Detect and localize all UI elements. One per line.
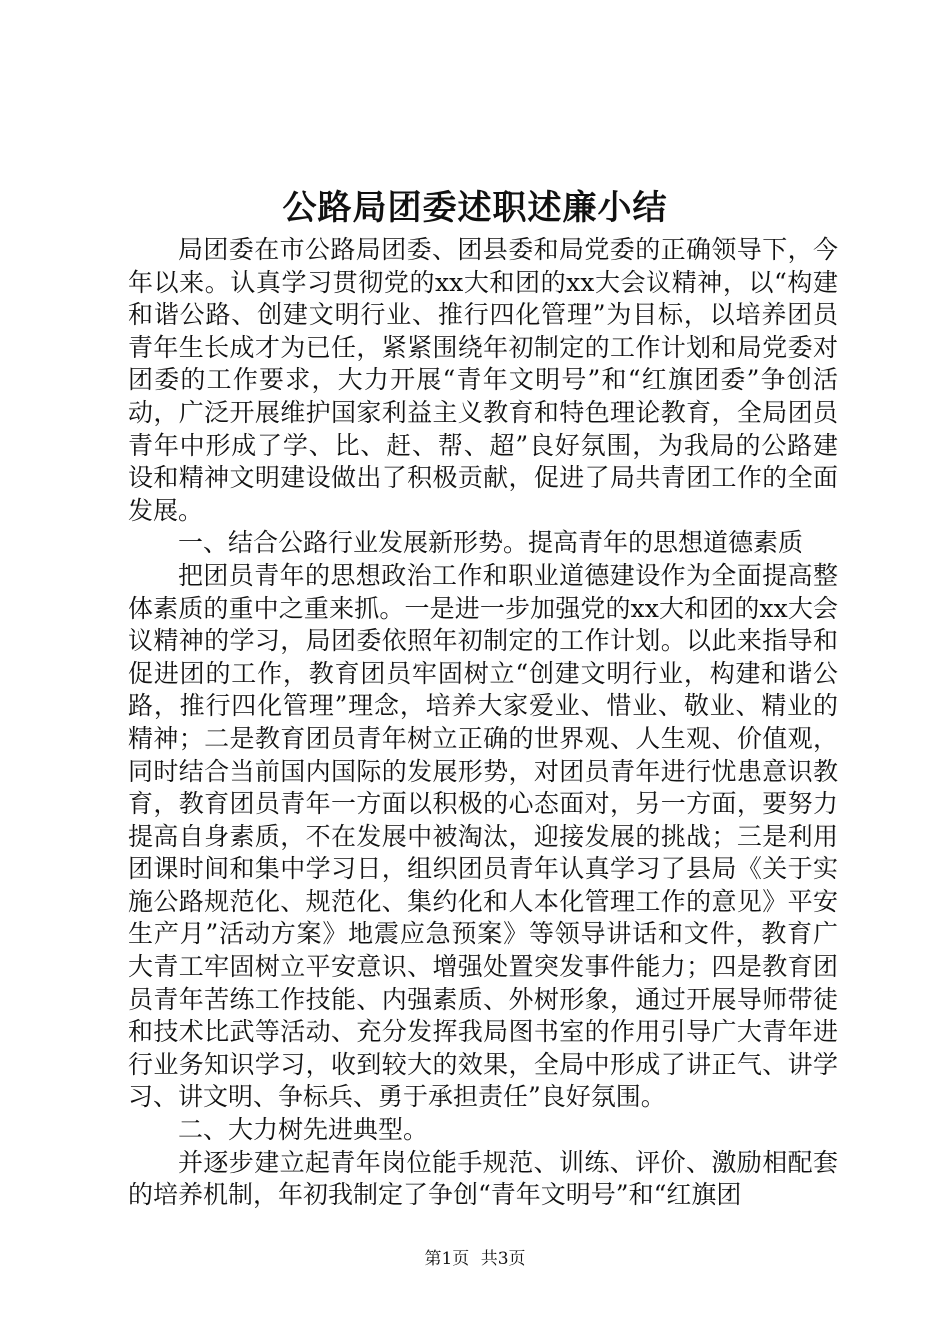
document-body bbox=[128, 234, 838, 1212]
section-heading-1: 一、结合公路行业发展新形势。提高青年的思想道德素质 bbox=[178, 528, 804, 558]
page-footer bbox=[0, 1247, 950, 1271]
paragraph-section-2: 并逐步建立起青年岗位能手规范、训练、评价、激励相配套的培养机制，年初我制定了争创“青年文明号”和“红旗团 bbox=[128, 1147, 838, 1210]
page-number: 第1页 bbox=[424, 1249, 470, 1269]
page-total: 共3页 bbox=[480, 1249, 526, 1269]
document-title: 公路局团委述职述廉小结 bbox=[282, 188, 668, 228]
section-heading-2: 二、大力树先进典型。 bbox=[178, 1115, 429, 1145]
paragraph-section-1: 把团员青年的思想政治工作和职业道德建设作为全面提高整体素质的重中之重来抓。一是进一步加强党的xx大和团的xx大会议精神的学习，局团委依照年初制定的工作计划。以此来指导和促进团的工作，教育团员牢固树立“创建文明行业，构建和谐公路，推行四化管理”理念，培养大家爱业、惜业、敬业、精业的精神；二是教育团员青年树立正确的世界观、人生观、价值观，同时结合当前国内国际的发展形势，对团员青年进行忧患意识教育，教育团员青年一方面以积极的心态面对，另一方面，要努力提高自身素质，不在发展中被淘汰，迎接发展的挑战；三是利用团课时间和集中学习日，组织团员青年认真学习了县局《关于实施公路规范化、规范化、集约化和人本化管理工作的意见》平安生产月”活动方案》地震应急预案》等领导讲话和文件，教育广大青工牢固树立平安意识、增强处置突发事件能力；四是教育团员青年苦练工作技能、内强素质、外树形象，通过开展导师带徒和技术比武等活动、充分发挥我局图书室的作用引导广大青年进行业务知识学习，收到较大的效果，全局中形成了讲正气、讲学习、讲文明、争标兵、勇于承担责任”良好氛围。 bbox=[128, 560, 838, 1112]
paragraph-intro: 局团委在市公路局团委、团县委和局党委的正确领导下，今年以来。认真学习贯彻党的xx大和团的xx大会议精神，以“构建和谐公路、创建文明行业、推行四化管理”为目标，以培养团员青年生长成才为已任，紧紧围绕年初制定的工作计划和局党委对团委的工作要求，大力开展“青年文明号”和“红旗团委”争创活动，广泛开展维护国家利益主义教育和特色理论教育，全局团员青年中形成了学、比、赶、帮、超”良好氛围，为我局的公路建设和精神文明建设做出了积极贡献，促进了局共青团工作的全面发展。 bbox=[128, 235, 838, 525]
